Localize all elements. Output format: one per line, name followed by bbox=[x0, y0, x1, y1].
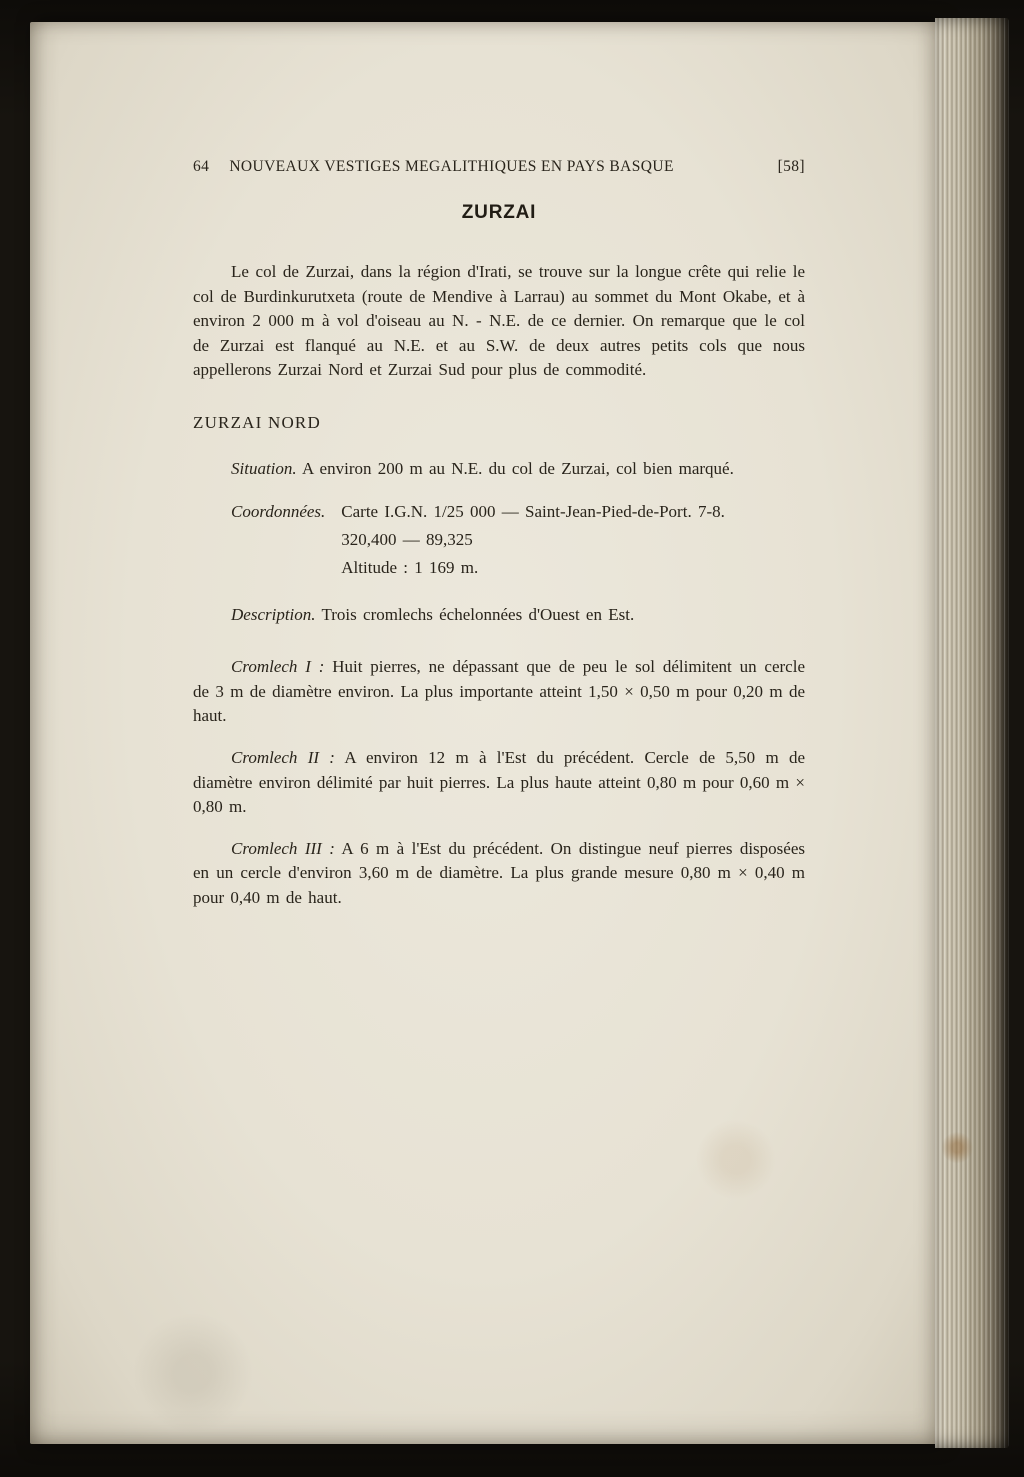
coordinates-block bbox=[193, 499, 805, 583]
cromlech-3-paragraph bbox=[193, 837, 805, 911]
page-number: 64 bbox=[193, 158, 210, 175]
section-heading: ZURZAI NORD bbox=[193, 412, 321, 432]
situation-label: Situation. bbox=[231, 458, 297, 478]
cromlech-2-label: Cromlech II : bbox=[231, 747, 335, 767]
cromlech-1-text: Huit pierres, ne dépassant que de peu le sol délimitent un cercle de 3 m de diamètre environ. La plus importante atteint 1,50 × 0,50 m pour 0,20 m de haut. bbox=[193, 657, 805, 726]
running-title: NOUVEAUX VESTIGES MEGALITHIQUES EN PAYS BASQUE bbox=[229, 158, 674, 175]
coordinates-map-line: Carte I.G.N. 1/25 000 — Saint-Jean-Pied-de-Port. 7-8. bbox=[341, 501, 725, 521]
page-header bbox=[193, 158, 805, 176]
book-fore-edge bbox=[935, 18, 1009, 1448]
description-paragraph bbox=[193, 603, 805, 628]
cromlech-1-paragraph bbox=[193, 655, 805, 729]
cromlech-3-text: A 6 m à l'Est du précédent. On distingue neuf pierres disposées en un cercle d'environ 3,60 m de diamètre. La plus grande mesure 0,80 m × 0,40 m pour 0,40 m de haut. bbox=[193, 838, 806, 907]
situation-text: A environ 200 m au N.E. du col de Zurzai, col bien marqué. bbox=[301, 458, 734, 478]
article-title: ZURZAI bbox=[461, 202, 537, 223]
situation-paragraph bbox=[193, 457, 805, 482]
coordinates-grid-line: 320,400 — 89,325 bbox=[341, 529, 473, 549]
text-block bbox=[193, 158, 805, 928]
cromlech-2-text: A environ 12 m à l'Est du précédent. Cercle de 5,50 m de diamètre environ délimité par huit pierres. La plus haute atteint 0,80 m pour 0,60 m × 0,80 m. bbox=[193, 747, 806, 817]
book-page bbox=[30, 22, 935, 1444]
cromlech-1-label: Cromlech I : bbox=[231, 657, 325, 677]
coordinates-label: Coordonnées. bbox=[231, 501, 326, 521]
cromlech-2-paragraph bbox=[193, 746, 805, 820]
issue-reference: [58] bbox=[777, 158, 805, 175]
cromlech-3-label: Cromlech III : bbox=[231, 838, 335, 858]
description-text: Trois cromlechs échelonnées d'Ouest en Est. bbox=[321, 604, 635, 624]
coordinates-altitude-line: Altitude : 1 169 m. bbox=[341, 557, 479, 577]
description-label: Description. bbox=[231, 604, 316, 624]
coordinates-lines bbox=[341, 499, 778, 583]
intro-paragraph: Le col de Zurzai, dans la région d'Irati, se trouve sur la longue crête qui relie le col de Burdinkurutxeta (route de Mendive à Larrau) au sommet du Mont Okabe, et à environ 2 000 m à vol d'oiseau au N. - N.E. de ce dernier. On remarque que le col de Zurzai est flanqué au N.E. et au S.W. de deux autres petits cols que nous appellerons Zurzai Nord et Zurzai Sud pour plus de commodité. bbox=[193, 262, 805, 380]
